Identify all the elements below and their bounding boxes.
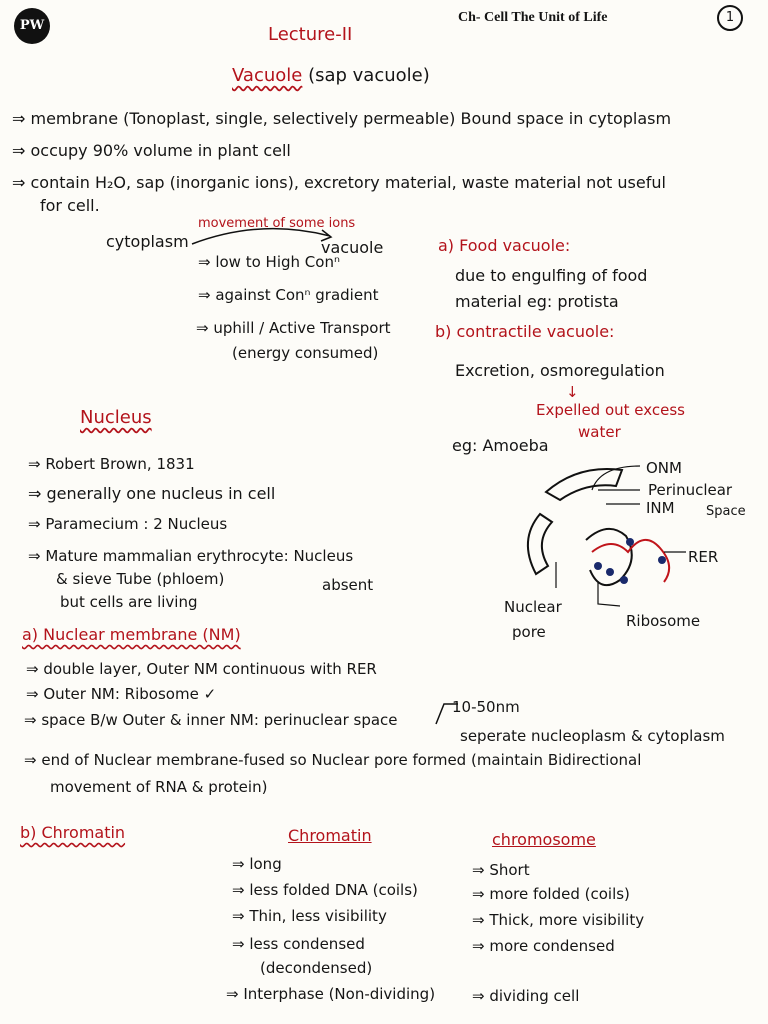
transport-point: ⇒ against Conⁿ gradient — [198, 286, 379, 304]
down-arrow: ↓ — [566, 383, 579, 401]
contractile-vacuole-title: b) contractile vacuole: — [435, 322, 615, 341]
ribosome-dot — [594, 562, 602, 570]
nucleus-point: but cells are living — [60, 593, 198, 611]
chromosome-item: ⇒ more condensed — [472, 937, 615, 955]
chromatin-col-title: Chromatin — [288, 826, 372, 845]
chromatin-item: ⇒ long — [232, 855, 282, 873]
vacuole-point: ⇒ membrane (Tonoplast, single, selectively permeable) Bound space in cytoplasm — [12, 109, 672, 128]
lecture-title: Lecture-II — [268, 24, 353, 45]
chromosome-item: ⇒ Thick, more visibility — [472, 911, 645, 929]
chromatin-title: b) Chromatin — [20, 823, 126, 842]
nm-point: ⇒ space B/w Outer & inner NM: perinuclear space — [24, 711, 398, 729]
vacuole-subtitle: (sap vacuole) — [308, 65, 430, 86]
vacuole-point: ⇒ contain H₂O, sap (inorganic ions), excretory material, waste material not useful — [12, 173, 666, 192]
transport-point: ⇒ low to High Conⁿ — [198, 253, 340, 271]
label-nuclear: Nuclear — [504, 598, 562, 616]
ribosome-dot — [606, 568, 614, 576]
chromatin-item: ⇒ less condensed — [232, 935, 365, 953]
nm-point: 10-50nm — [452, 698, 520, 716]
nucleus-point: ⇒ generally one nucleus in cell — [28, 484, 276, 503]
space-bracket — [436, 704, 458, 724]
label-space: Space — [706, 504, 746, 519]
transport-to: vacuole — [321, 238, 384, 257]
nucleus-point: absent — [322, 576, 374, 594]
nucleus-point: ⇒ Mature mammalian erythrocyte: Nucleus — [28, 547, 354, 565]
nm-point: ⇒ end of Nuclear membrane-fused so Nuclear pore formed (maintain Bidirectional — [24, 751, 642, 769]
nucleus-point: ⇒ Paramecium : 2 Nucleus — [28, 515, 228, 533]
transport-from: cytoplasm — [106, 232, 189, 251]
vacuole-point: ⇒ occupy 90% volume in plant cell — [12, 141, 291, 160]
transport-point: (energy consumed) — [232, 344, 379, 362]
chromatin-item: ⇒ Interphase (Non-dividing) — [226, 985, 436, 1003]
chapter-title: Ch- Cell The Unit of Life — [458, 10, 608, 25]
nuclear-envelope-top — [546, 469, 622, 500]
contractile-line: Expelled out excess — [536, 401, 685, 419]
vacuole-point: for cell. — [40, 196, 100, 215]
ribosome-dot — [626, 538, 634, 546]
food-vacuole-title: a) Food vacuole: — [438, 236, 571, 255]
page-number: 1 — [717, 5, 743, 31]
food-vacuole-line: due to engulfing of food — [455, 266, 648, 285]
nm-point: movement of RNA & protein) — [50, 778, 268, 796]
nuclear-envelope-left — [528, 514, 552, 574]
ribosome-dot — [658, 556, 666, 564]
label-ribosome: Ribosome — [626, 612, 701, 630]
chromosome-item: ⇒ more folded (coils) — [472, 885, 630, 903]
label-rer: RER — [688, 548, 719, 566]
transport-point: ⇒ uphill / Active Transport — [196, 319, 391, 337]
label-inm: INM — [646, 499, 675, 517]
contractile-example: eg: Amoeba — [452, 436, 549, 455]
transport-arrow — [192, 229, 330, 244]
nm-point: ⇒ Outer NM: Ribosome ✓ — [26, 685, 217, 703]
chromatin-item: ⇒ less folded DNA (coils) — [232, 881, 418, 899]
ribosome-dot — [620, 576, 628, 584]
label-perinuclear: Perinuclear — [648, 481, 733, 499]
chromosome-col-title: chromosome — [492, 830, 596, 849]
chromatin-item: (decondensed) — [260, 959, 373, 977]
nucleus-title: Nucleus — [80, 407, 152, 428]
contractile-line: Excretion, osmoregulation — [455, 361, 665, 380]
transport-arrow-label: movement of some ions — [198, 216, 356, 231]
food-vacuole-line: material eg: protista — [455, 292, 619, 311]
nucleus-point: & sieve Tube (phloem) — [56, 570, 225, 588]
label-onm: ONM — [646, 459, 682, 477]
chromosome-item: ⇒ dividing cell — [472, 987, 580, 1005]
pw-logo: PW — [14, 8, 50, 44]
chromatin-item: ⇒ Thin, less visibility — [232, 907, 387, 925]
vacuole-title: Vacuole — [232, 65, 303, 86]
label-pore: pore — [512, 623, 546, 641]
contractile-line: water — [578, 423, 621, 441]
nm-point: ⇒ double layer, Outer NM continuous with RER — [26, 660, 377, 678]
chromosome-item: ⇒ Short — [472, 861, 530, 879]
nuclear-membrane-title-text: a) Nuclear membrane (NM) — [22, 625, 241, 644]
nucleus-point: ⇒ Robert Brown, 1831 — [28, 455, 195, 473]
nm-point: seperate nucleoplasm & cytoplasm — [460, 727, 725, 745]
